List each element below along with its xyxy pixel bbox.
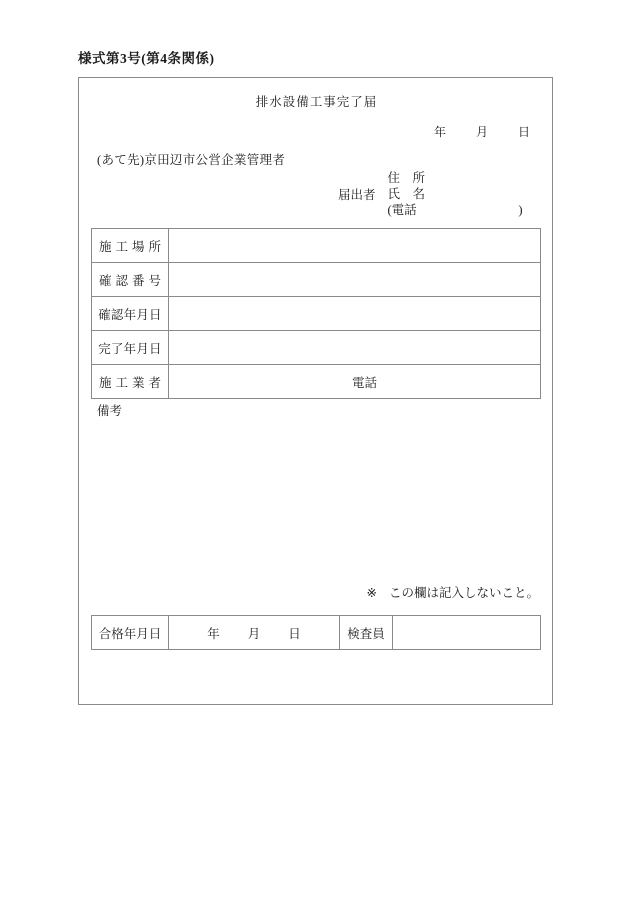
row-label-confirmation-date (92, 297, 169, 331)
row-label-text: 施工場所 (98, 239, 165, 254)
submitter-phone-open: (電話 (387, 203, 417, 217)
submitter-phone-close: ) (518, 203, 523, 217)
row-label-text: 確認年月日 (98, 307, 162, 322)
table-row (92, 263, 541, 297)
submitter-name-label: 氏 名 (387, 187, 426, 201)
submitter-block (338, 170, 523, 218)
pass-date-day-label: 日 (288, 626, 301, 641)
official-use-note (367, 583, 540, 601)
row-label-text: 確認番号 (98, 273, 165, 288)
row-value-contractor[interactable] (169, 365, 541, 399)
row-label-completion-date (92, 331, 169, 365)
row-label-construction-site (92, 229, 169, 263)
row-value-completion-date[interactable] (169, 331, 541, 365)
document-title: 排水設備工事完了届 (255, 95, 378, 109)
row-value-construction-site[interactable] (169, 229, 541, 263)
form-frame (78, 77, 553, 705)
row-label-text: 施工業者 (98, 375, 165, 390)
pass-date-value[interactable] (169, 616, 340, 650)
pass-date-month-label: 月 (247, 626, 261, 641)
table-row (92, 297, 541, 331)
form-number-label: 様式第3号(第4条関係) (78, 51, 215, 66)
contractor-phone-label: 電話 (351, 375, 377, 390)
submitter-fields (388, 170, 523, 218)
submitter-label: 届出者 (338, 188, 376, 202)
addressee-line: (あて先)京田辺市公営企業管理者 (97, 153, 286, 167)
pass-date-year-label: 年 (207, 626, 220, 641)
asterisk-icon: ※ (366, 586, 377, 600)
pass-date-label: 合格年月日 (92, 616, 169, 650)
date-year-label: 年 (433, 125, 446, 139)
submitter-phone-row (388, 202, 523, 218)
submission-date-line (434, 123, 530, 140)
row-value-confirmation-date[interactable] (169, 297, 541, 331)
table-row (92, 365, 541, 399)
date-day-label: 日 (517, 125, 530, 139)
table-row (92, 331, 541, 365)
table-row (92, 616, 541, 650)
submitter-address-label: 住 所 (387, 171, 426, 185)
main-form-table (91, 228, 541, 399)
row-label-text: 完了年月日 (98, 341, 162, 356)
inspection-table (91, 615, 541, 650)
official-use-note-text: この欄は記入しないこと。 (388, 586, 539, 600)
row-value-confirmation-number[interactable] (169, 263, 541, 297)
remarks-label: 備考 (97, 404, 123, 418)
table-row (92, 229, 541, 263)
date-month-label: 月 (475, 125, 488, 139)
inspector-value[interactable] (393, 616, 541, 650)
inspector-label: 検査員 (340, 616, 393, 650)
row-label-confirmation-number (92, 263, 169, 297)
row-label-contractor (92, 365, 169, 399)
